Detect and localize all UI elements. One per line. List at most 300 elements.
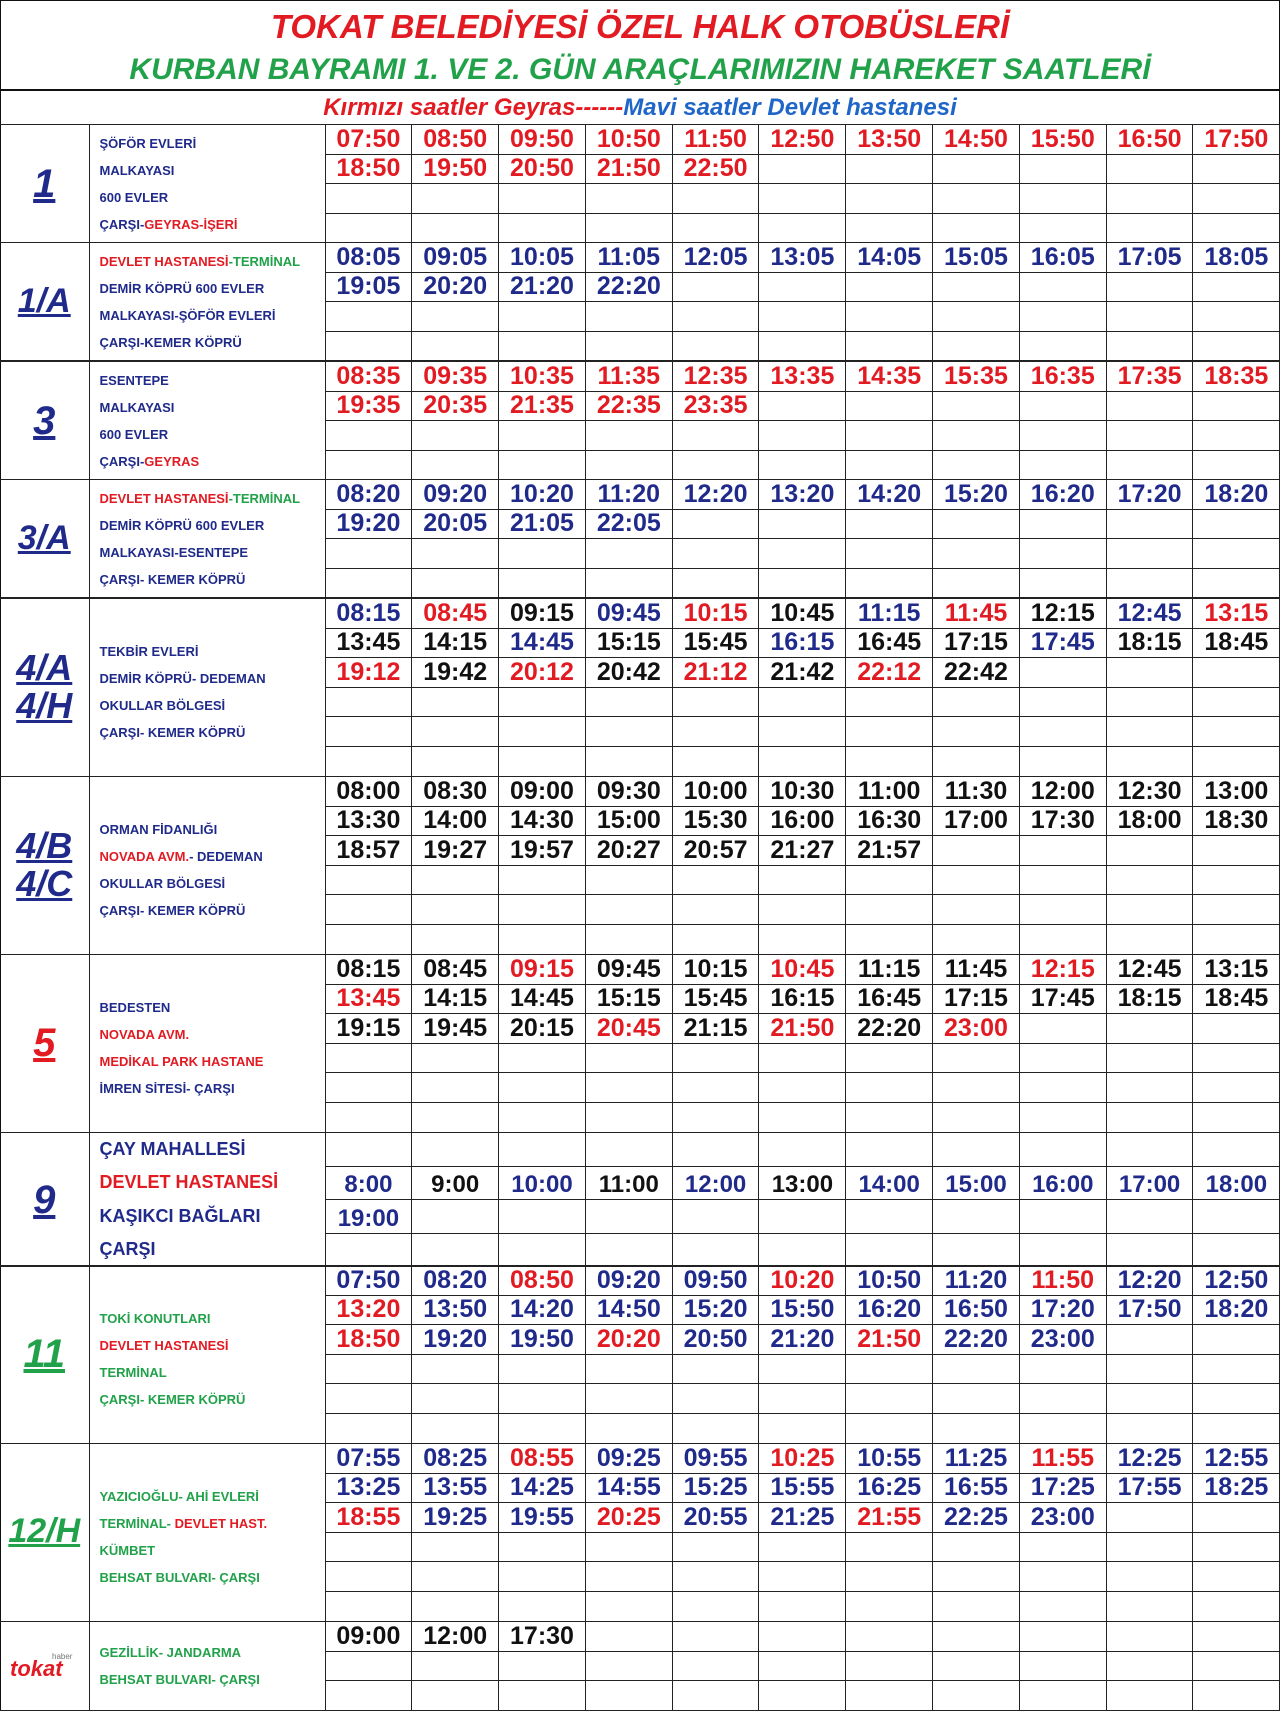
departure-time — [846, 1200, 933, 1234]
departure-time — [499, 184, 586, 214]
departure-time — [933, 1102, 1020, 1132]
departure-time: 21:27 — [759, 836, 846, 866]
departure-time — [672, 717, 759, 747]
departure-time: 17:35 — [1106, 362, 1193, 392]
departure-time: 15:55 — [759, 1473, 846, 1503]
departure-time — [412, 717, 499, 747]
departure-time: 12:15 — [1019, 955, 1106, 985]
route-stops — [89, 362, 325, 480]
departure-time — [412, 1073, 499, 1103]
departure-time: 12:00 — [672, 1166, 759, 1200]
departure-time: 13:15 — [1193, 955, 1280, 985]
departure-time — [1019, 1014, 1106, 1044]
stop-name — [100, 394, 325, 421]
route-stops — [89, 243, 325, 361]
departure-time: 22:20 — [846, 1014, 933, 1044]
departure-time — [1193, 450, 1280, 480]
departure-time: 08:05 — [325, 243, 412, 273]
departure-time — [499, 1681, 586, 1711]
route-number — [0, 125, 89, 243]
departure-time: 14:20 — [499, 1295, 586, 1325]
departure-time: 17:30 — [1019, 806, 1106, 836]
departure-time: 11:55 — [1019, 1444, 1106, 1474]
departure-time: 21:50 — [759, 1014, 846, 1044]
stop-name-part: BEDESTEN — [99, 1000, 171, 1016]
stop-name — [100, 1200, 325, 1233]
departure-time — [1106, 272, 1193, 302]
stop-name-part: TERMİNAL- — [99, 1516, 175, 1532]
route-number — [0, 480, 89, 598]
departure-time: 13:55 — [412, 1473, 499, 1503]
departure-time: 13:30 — [325, 806, 412, 836]
departure-time — [1019, 539, 1106, 569]
departure-time: 09:20 — [412, 480, 499, 510]
stop-name — [100, 692, 325, 719]
departure-time — [325, 1043, 412, 1073]
departure-time: 14:25 — [499, 1473, 586, 1503]
stop-name-part: -TERMİNAL — [228, 253, 301, 269]
departure-time — [933, 1233, 1020, 1267]
route-number-label: 9 — [33, 1177, 56, 1222]
departure-time — [499, 1233, 586, 1267]
departure-time: 10:30 — [759, 777, 846, 807]
departure-time: 17:50 — [1193, 125, 1280, 155]
route-number-label: 3/A — [17, 518, 71, 557]
route-number — [0, 599, 89, 777]
departure-time: 15:15 — [585, 628, 672, 658]
departure-time — [325, 1532, 412, 1562]
departure-time — [1193, 1384, 1280, 1414]
departure-time — [1106, 658, 1193, 688]
departure-time: 14:20 — [846, 480, 933, 510]
departure-time — [1106, 302, 1193, 332]
time-row — [0, 955, 1280, 985]
departure-time — [933, 391, 1020, 421]
departure-time — [933, 687, 1020, 717]
stop-name — [100, 211, 325, 238]
departure-time: 16:25 — [846, 1473, 933, 1503]
departure-time — [1019, 331, 1106, 361]
departure-time — [499, 1532, 586, 1562]
departure-time — [1193, 1043, 1280, 1073]
stop-name — [100, 184, 325, 211]
route-number-label: 3 — [33, 398, 56, 443]
stop-name-part: KAŞIKCI BAĞLARI — [99, 1205, 261, 1226]
stop-name-part: İMREN SİTESİ- ÇARŞI — [99, 1081, 235, 1097]
departure-time — [672, 746, 759, 776]
route-number-label: 4/A — [16, 647, 73, 689]
departure-time — [759, 154, 846, 184]
departure-time: 21:35 — [499, 391, 586, 421]
departure-time — [1106, 213, 1193, 243]
departure-time — [1106, 717, 1193, 747]
departure-time: 19:50 — [412, 154, 499, 184]
departure-time — [1106, 184, 1193, 214]
departure-time — [1193, 865, 1280, 895]
departure-time: 14:45 — [499, 628, 586, 658]
departure-time — [325, 746, 412, 776]
departure-time — [325, 450, 412, 480]
stop-name — [100, 485, 325, 512]
departure-time — [1106, 1622, 1193, 1652]
departure-time — [933, 1043, 1020, 1073]
departure-time — [1019, 1133, 1106, 1167]
departure-time — [1106, 1532, 1193, 1562]
departure-time — [846, 331, 933, 361]
departure-time — [672, 568, 759, 598]
departure-time: 17:15 — [933, 984, 1020, 1014]
departure-time: 19:57 — [499, 836, 586, 866]
departure-time — [325, 1413, 412, 1443]
departure-time — [759, 746, 846, 776]
route-number — [0, 955, 89, 1133]
departure-time — [759, 1233, 846, 1267]
departure-time — [672, 272, 759, 302]
departure-time — [585, 1133, 672, 1167]
route-table-r12h — [0, 1443, 1280, 1622]
departure-time: 17:55 — [1106, 1473, 1193, 1503]
departure-time — [1019, 687, 1106, 717]
departure-time — [1193, 154, 1280, 184]
time-row — [0, 1133, 1280, 1167]
departure-time — [759, 568, 846, 598]
stop-name-part: DEMİR KÖPRÜ 600 EVLER — [99, 280, 265, 296]
departure-time — [585, 895, 672, 925]
stop-name-part: OKULLAR BÖLGESİ — [99, 876, 226, 892]
departure-time — [1193, 746, 1280, 776]
stop-name — [100, 719, 325, 746]
stop-name — [100, 816, 325, 843]
departure-time — [846, 1622, 933, 1652]
departure-time — [412, 746, 499, 776]
departure-time: 10:15 — [672, 599, 759, 629]
departure-time — [1019, 1043, 1106, 1073]
departure-time — [1019, 391, 1106, 421]
departure-time: 22:20 — [933, 1325, 1020, 1355]
departure-time — [1106, 1413, 1193, 1443]
departure-time — [1106, 924, 1193, 954]
stop-name-part: DEVLET HASTANESİ — [99, 1338, 229, 1354]
departure-time — [759, 687, 846, 717]
departure-time — [1106, 1133, 1193, 1167]
departure-time — [585, 1413, 672, 1443]
stop-name-part: GEZİLLİK- JANDARMA — [99, 1644, 242, 1660]
departure-time — [412, 331, 499, 361]
departure-time — [325, 717, 412, 747]
route-number — [0, 243, 89, 361]
stop-name-part: 600 EVLER — [99, 426, 169, 442]
departure-time — [846, 1354, 933, 1384]
departure-time — [499, 895, 586, 925]
departure-time: 16:20 — [1019, 480, 1106, 510]
departure-time: 23:00 — [1019, 1325, 1106, 1355]
stop-name — [100, 421, 325, 448]
stop-name-part: DEVLET HASTANESİ — [99, 253, 229, 269]
stop-name-part: ÇARŞI — [99, 1238, 156, 1259]
departure-time — [412, 1043, 499, 1073]
tokat-haber-logo — [10, 1652, 90, 1686]
departure-time — [585, 1200, 672, 1234]
departure-time — [846, 1133, 933, 1167]
route-table-r3a — [0, 479, 1280, 598]
departure-time: 10:00 — [672, 777, 759, 807]
route-table-r1a — [0, 242, 1280, 361]
stop-name — [100, 1233, 325, 1266]
stop-name — [100, 157, 325, 184]
departure-time — [325, 1233, 412, 1267]
departure-time — [672, 1591, 759, 1621]
departure-time — [672, 1073, 759, 1103]
departure-time — [1106, 450, 1193, 480]
stop-name — [100, 1359, 325, 1386]
stop-name — [100, 638, 325, 665]
stop-name — [100, 566, 325, 593]
departure-time — [325, 1073, 412, 1103]
departure-time — [1106, 509, 1193, 539]
departure-time — [1019, 865, 1106, 895]
departure-time: 19:45 — [412, 1014, 499, 1044]
departure-time — [412, 539, 499, 569]
departure-time — [412, 184, 499, 214]
departure-time: 11:35 — [585, 362, 672, 392]
departure-time — [1106, 421, 1193, 451]
departure-time — [325, 895, 412, 925]
departure-time — [759, 1413, 846, 1443]
stop-name-part: YAZICIOĞLU- AHİ EVLERİ — [99, 1489, 259, 1505]
departure-time — [759, 1354, 846, 1384]
departure-time: 12:20 — [672, 480, 759, 510]
departure-time — [412, 865, 499, 895]
departure-time — [1193, 1532, 1280, 1562]
departure-time: 17:00 — [1106, 1166, 1193, 1200]
departure-time — [325, 184, 412, 214]
departure-time — [1019, 450, 1106, 480]
departure-time: 8:00 — [325, 1166, 412, 1200]
stop-name — [100, 1305, 325, 1332]
route-table-r9 — [0, 1132, 1280, 1267]
departure-time: 10:15 — [672, 955, 759, 985]
departure-time: 15:50 — [1019, 125, 1106, 155]
departure-time — [759, 1622, 846, 1652]
departure-time: 22:12 — [846, 658, 933, 688]
departure-time: 17:15 — [933, 628, 1020, 658]
departure-time: 12:50 — [1193, 1266, 1280, 1296]
departure-time — [499, 717, 586, 747]
stop-name-part: MALKAYASI-ESENTEPE — [99, 544, 249, 560]
departure-time: 11:15 — [846, 599, 933, 629]
departure-time — [759, 302, 846, 332]
stop-name — [100, 302, 325, 329]
departure-time — [412, 924, 499, 954]
departure-time — [585, 865, 672, 895]
departure-time: 08:20 — [412, 1266, 499, 1296]
departure-time: 11:00 — [585, 1166, 672, 1200]
departure-time: 11:25 — [933, 1444, 1020, 1474]
departure-time: 12:55 — [1193, 1444, 1280, 1474]
departure-time — [933, 1651, 1020, 1681]
departure-time — [325, 302, 412, 332]
stop-name — [100, 539, 325, 566]
departure-time — [759, 1043, 846, 1073]
stop-name-part: ÇAY MAHALLESİ — [99, 1139, 246, 1159]
departure-time — [846, 1651, 933, 1681]
departure-time: 21:42 — [759, 658, 846, 688]
stop-name-part: ÇARŞI- KEMER KÖPRÜ — [99, 725, 246, 741]
departure-time — [1106, 687, 1193, 717]
stop-name-part: ÇARŞI- — [99, 453, 145, 469]
route-table-r4b — [0, 776, 1280, 955]
departure-time: 18:50 — [325, 1325, 412, 1355]
departure-time — [585, 1681, 672, 1711]
departure-time — [846, 421, 933, 451]
departure-time — [933, 509, 1020, 539]
departure-time — [672, 1532, 759, 1562]
departure-time — [412, 1532, 499, 1562]
departure-time — [585, 1354, 672, 1384]
departure-time — [759, 924, 846, 954]
time-row — [0, 125, 1280, 155]
departure-time — [585, 302, 672, 332]
departure-time — [1019, 1532, 1106, 1562]
departure-time — [846, 717, 933, 747]
departure-time: 08:15 — [325, 599, 412, 629]
departure-time — [1193, 302, 1280, 332]
departure-time — [1193, 184, 1280, 214]
departure-time — [1106, 1325, 1193, 1355]
departure-time: 17:45 — [1019, 984, 1106, 1014]
departure-time — [759, 272, 846, 302]
stop-name-part: MALKAYASI — [99, 162, 175, 178]
route-number — [0, 1133, 89, 1267]
departure-time — [933, 1384, 1020, 1414]
departure-time — [846, 184, 933, 214]
departure-time — [672, 865, 759, 895]
route-number-label: 11 — [23, 1332, 66, 1377]
departure-time: 13:35 — [759, 362, 846, 392]
departure-time — [1019, 895, 1106, 925]
departure-time: 21:55 — [846, 1503, 933, 1533]
route-table-r1 — [0, 124, 1280, 243]
route-stops — [89, 480, 325, 598]
departure-time — [585, 331, 672, 361]
departure-time: 18:55 — [325, 1503, 412, 1533]
departure-time — [585, 1384, 672, 1414]
departure-time: 15:20 — [933, 480, 1020, 510]
stop-name — [100, 448, 325, 475]
departure-time — [412, 687, 499, 717]
departure-time — [759, 391, 846, 421]
departure-time — [412, 421, 499, 451]
departure-time: 15:50 — [759, 1295, 846, 1325]
departure-time — [1019, 568, 1106, 598]
departure-time — [672, 1102, 759, 1132]
departure-time: 18:15 — [1106, 984, 1193, 1014]
stop-name-part: KÜMBET — [99, 1543, 156, 1559]
departure-time: 10:20 — [499, 480, 586, 510]
stop-name — [100, 1639, 325, 1666]
departure-time — [846, 154, 933, 184]
departure-time: 16:20 — [846, 1295, 933, 1325]
departure-time: 13:00 — [1193, 777, 1280, 807]
divider — [1, 89, 1280, 91]
departure-time — [933, 1413, 1020, 1443]
departure-time — [1019, 184, 1106, 214]
departure-time — [1106, 1102, 1193, 1132]
departure-time — [1019, 658, 1106, 688]
departure-time — [1106, 865, 1193, 895]
departure-time — [759, 895, 846, 925]
departure-time — [933, 895, 1020, 925]
departure-time: 16:15 — [759, 984, 846, 1014]
stop-name-part: 600 EVLER — [99, 189, 169, 205]
departure-time — [585, 568, 672, 598]
stop-name-part: GEYRAS — [144, 453, 200, 469]
departure-time — [846, 1233, 933, 1267]
stop-name — [100, 248, 325, 275]
stop-name — [100, 665, 325, 692]
departure-time: 13:05 — [759, 243, 846, 273]
departure-time — [1193, 1651, 1280, 1681]
stop-name — [100, 870, 325, 897]
departure-time — [846, 1532, 933, 1562]
departure-time — [672, 1133, 759, 1167]
departure-time: 15:20 — [672, 1295, 759, 1325]
departure-time — [1193, 568, 1280, 598]
departure-time: 21:12 — [672, 658, 759, 688]
departure-time: 09:20 — [585, 1266, 672, 1296]
departure-time: 10:50 — [846, 1266, 933, 1296]
departure-time: 11:45 — [933, 599, 1020, 629]
departure-time — [1193, 1200, 1280, 1234]
departure-time — [585, 717, 672, 747]
departure-time — [846, 746, 933, 776]
departure-time: 22:25 — [933, 1503, 1020, 1533]
departure-time — [759, 1681, 846, 1711]
departure-time: 07:50 — [325, 1266, 412, 1296]
departure-time — [1019, 746, 1106, 776]
departure-time — [759, 450, 846, 480]
departure-time — [325, 687, 412, 717]
departure-time — [1193, 1014, 1280, 1044]
departure-time: 09:30 — [585, 777, 672, 807]
stop-name-part: BEHSAT BULVARI- ÇARŞI — [99, 1570, 260, 1586]
departure-time: 13:50 — [846, 125, 933, 155]
stop-name — [100, 275, 325, 302]
time-row — [0, 480, 1280, 510]
departure-time — [325, 1651, 412, 1681]
departure-time: 20:50 — [672, 1325, 759, 1355]
departure-time: 19:27 — [412, 836, 499, 866]
departure-time: 21:20 — [759, 1325, 846, 1355]
departure-time — [1193, 213, 1280, 243]
departure-time — [325, 1133, 412, 1167]
departure-time: 18:45 — [1193, 628, 1280, 658]
departure-time: 11:50 — [672, 125, 759, 155]
route-stops — [89, 1266, 325, 1444]
departure-time: 10:45 — [759, 955, 846, 985]
departure-time: 16:00 — [759, 806, 846, 836]
departure-time — [1193, 421, 1280, 451]
legend-red: Kırmızı saatler Geyras — [323, 94, 576, 121]
departure-time — [1019, 717, 1106, 747]
departure-time — [672, 421, 759, 451]
stop-name-part: DEVLET HASTANESİ — [99, 1172, 279, 1193]
stop-name-part: -TERMİNAL — [228, 490, 301, 506]
departure-time — [1019, 1681, 1106, 1711]
departure-time — [846, 1562, 933, 1592]
departure-time: 09:45 — [585, 955, 672, 985]
stop-name-part: NOVADA AVM. — [99, 1027, 190, 1043]
